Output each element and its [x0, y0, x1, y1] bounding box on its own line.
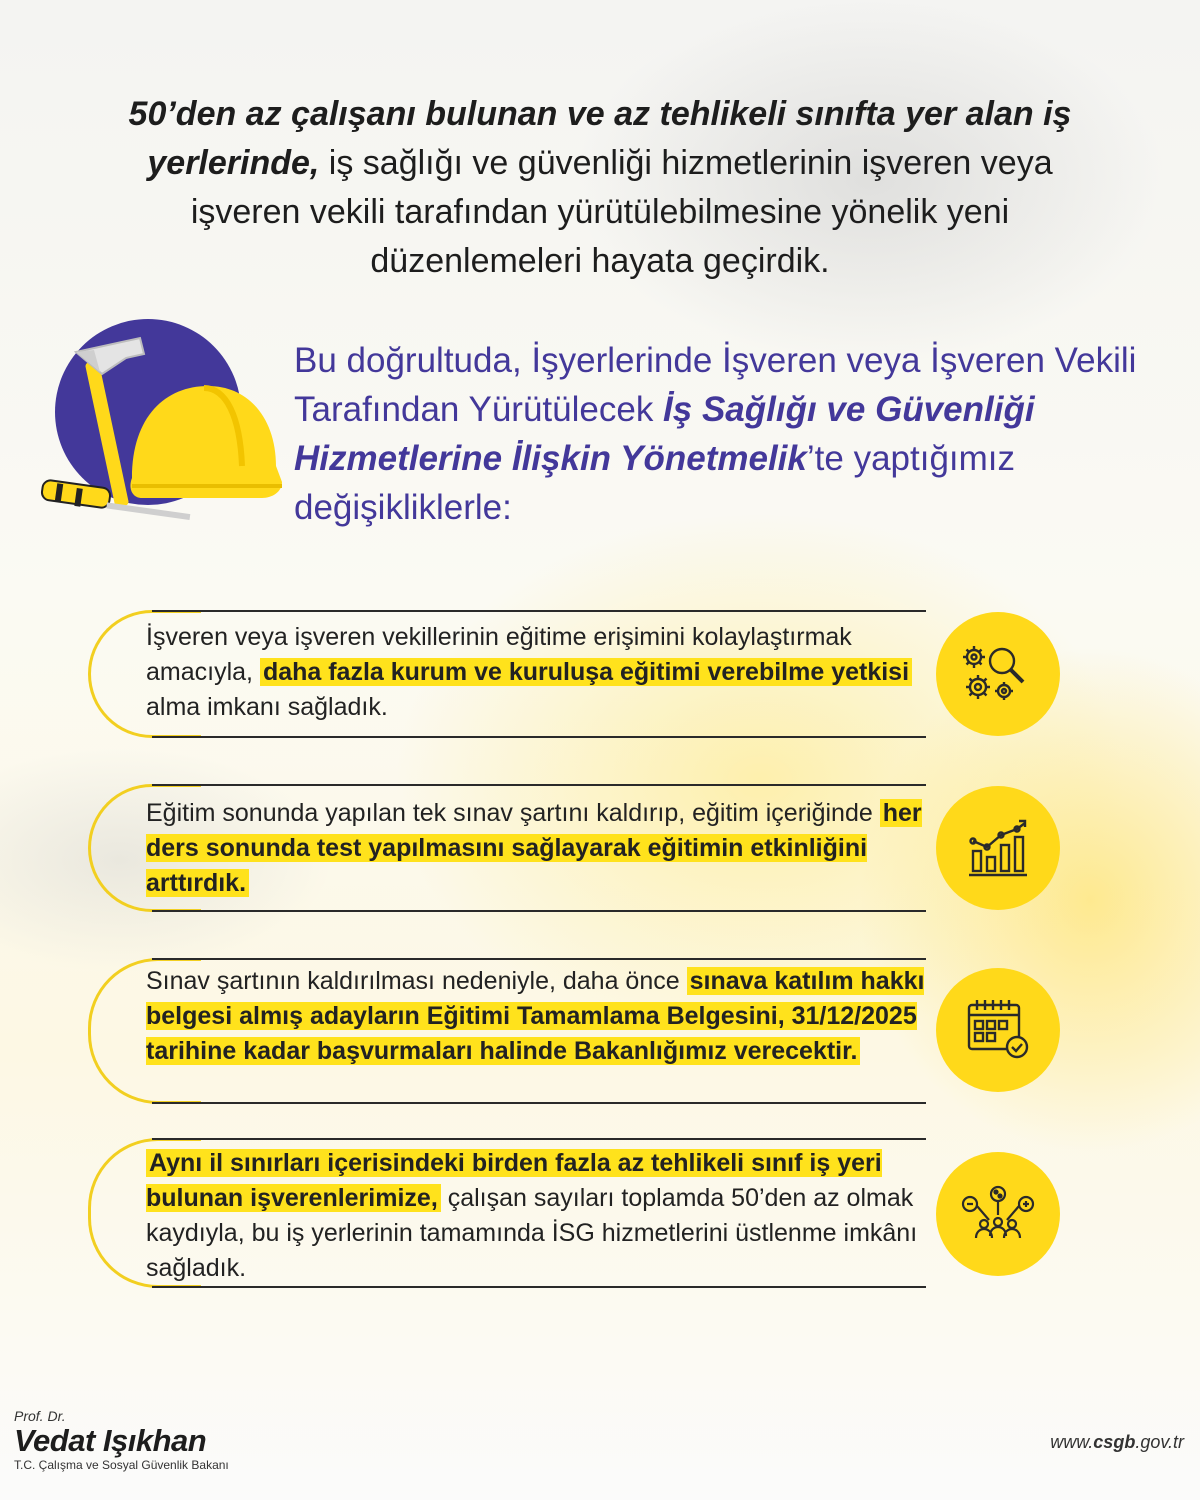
item-text: İşveren veya işveren vekillerinin eğitime erişimini kolaylaştırmak amacıyla, daha fazla kurum ve kuruluşa eğitimi verebilme yetkisi alma imkanı sağladık.: [146, 620, 936, 725]
lead-after: ’te yaptığımız değişikliklerle:: [294, 439, 1016, 527]
list-item: [88, 1138, 1088, 1288]
minister-name: Vedat Işıkhan: [14, 1423, 207, 1458]
divider: [152, 1138, 926, 1140]
intro-text: [90, 90, 1110, 286]
lead-text: [294, 336, 1164, 532]
item-badge: [936, 612, 1060, 736]
divider: [152, 958, 926, 960]
minister-role: T.C. Çalışma ve Sosyal Güvenlik Bakanı: [14, 1458, 229, 1472]
divider: [152, 784, 926, 786]
item-text: Eğitim sonunda yapılan tek sınav şartını kaldırıp, eğitim içeriğinde her ders sonunda test yapılmasını sağlayarak eğitimin etkinliğini arttırdık.: [146, 799, 922, 897]
divider: [152, 736, 926, 738]
divider: [152, 1102, 926, 1104]
list-item: [88, 784, 1088, 912]
website-link[interactable]: www.csgb.gov.tr: [1050, 1432, 1184, 1452]
minister-signature: [14, 1408, 229, 1472]
lead-bold: İş Sağlığı ve Güvenliği Hizmetlerine İlişkin Yönetmelik: [294, 390, 1035, 478]
intro-rest: iş sağlığı ve güvenliği hizmetlerinin işveren veya işveren vekili tarafından yürütülebilmesine yönelik yeni düzenlemeleri hayata geçirdik.: [190, 144, 1053, 280]
team-network-icon: [956, 1184, 1040, 1244]
divider: [152, 610, 926, 612]
item-text: Aynı il sınırları içerisindeki birden fazla az tehlikeli sınıf iş yeri bulunan işverenlerimize, çalışan sayıları toplamda 50’den az olmak kaydıyla, bu iş yerlerinin tamamında İSG hizmetlerini üstlenme imkânı sağladık.: [146, 1149, 918, 1282]
hammer-helmet-illustration: [36, 316, 286, 526]
item-text: Sınav şartının kaldırılması nedeniyle, daha önce sınava katılım hakkı belgesi almış adayların Eğitimi Tamamlama Belgesini, 31/12/2025 tarihine kadar başvurmaları halinde Bakanlığımız verecektir.: [146, 967, 925, 1065]
intro-bold: 50’den az çalışanı bulunan ve az tehlikeli sınıfta yer alan iş yerlerinde,: [128, 95, 1072, 182]
list-item: [88, 610, 1088, 738]
item-highlight: Aynı il sınırları içerisindeki birden fazla az tehlikeli sınıf iş yeri bulunan işverenlerimize,: [146, 1149, 882, 1212]
gears-search-icon: [958, 639, 1038, 709]
item-highlight: her ders sonunda test yapılmasını sağlayarak eğitimin etkinliğini arttırdık.: [146, 799, 922, 897]
item-badge: [936, 786, 1060, 910]
calendar-check-icon: [963, 995, 1033, 1065]
minister-title: Prof. Dr.: [14, 1408, 66, 1424]
item-badge: [936, 968, 1060, 1092]
item-badge: [936, 1152, 1060, 1276]
divider: [152, 910, 926, 912]
list-item: [88, 958, 1088, 1104]
item-highlight: sınava katılım hakkı belgesi almış adayların Eğitimi Tamamlama Belgesini, 31/12/2025 tarihine kadar başvurmaları halinde Bakanlığımız verecektir.: [146, 967, 925, 1065]
divider: [152, 1286, 926, 1288]
bar-chart-icon: [963, 813, 1033, 883]
item-highlight: daha fazla kurum ve kuruluşa eğitimi verebilme yetkisi: [260, 658, 912, 686]
lead-before: Bu doğrultuda, İşyerlerinde İşveren veya İşveren Vekili Tarafından Yürütülecek: [294, 341, 1137, 429]
